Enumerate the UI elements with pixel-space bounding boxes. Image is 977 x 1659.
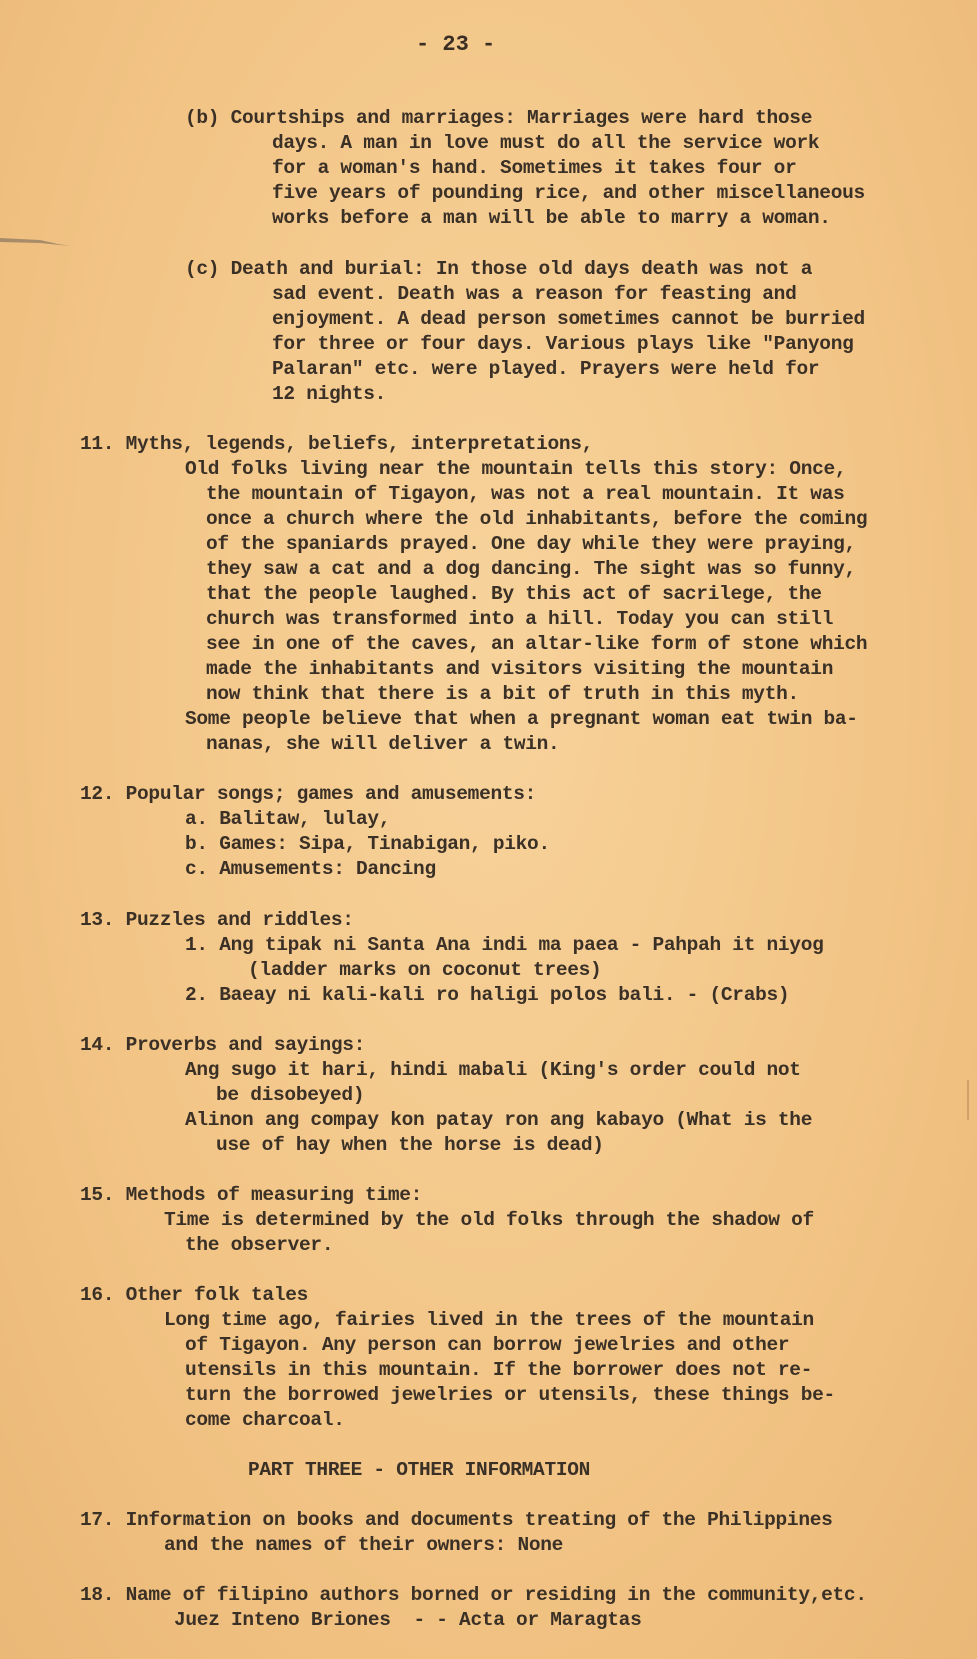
text-line: of the spaniards prayed. One day while they were praying,	[206, 533, 856, 555]
text-line: (ladder marks on coconut trees)	[248, 959, 602, 981]
text-line: nanas, she will deliver a twin.	[206, 733, 560, 755]
text-line: they saw a cat and a dog dancing. The sight was so funny,	[206, 558, 856, 580]
text-line: made the inhabitants and visitors visiting the mountain	[206, 658, 834, 680]
text-line: sad event. Death was a reason for feasting and	[272, 283, 797, 305]
text-line: for a woman's hand. Sometimes it takes four or	[272, 157, 797, 179]
text-line: now think that there is a bit of truth in this myth.	[206, 683, 799, 705]
text-line: 2. Baeay ni kali-kali ro haligi polos bali. - (Crabs)	[185, 984, 790, 1006]
text-line: Alinon ang compay kon patay ron ang kabayo (What is the	[185, 1109, 813, 1131]
text-line: use of hay when the horse is dead)	[216, 1134, 604, 1156]
text-line: b. Games: Sipa, Tinabigan, piko.	[185, 833, 550, 855]
text-line: (c) Death and burial: In those old days death was not a	[185, 258, 813, 280]
text-line: turn the borrowed jewelries or utensils, these things be-	[185, 1384, 835, 1406]
text-line: Long time ago, fairies lived in the trees of the mountain	[164, 1309, 814, 1331]
text-line: come charcoal.	[185, 1409, 345, 1431]
text-line: 17. Information on books and documents treating of the Philippines	[80, 1509, 833, 1531]
text-line: utensils in this mountain. If the borrower does not re-	[185, 1359, 813, 1381]
text-line: Palaran" etc. were played. Prayers were held for	[272, 358, 820, 380]
text-line: enjoyment. A dead person sometimes cannot be burried	[272, 308, 865, 330]
text-line: 12 nights.	[272, 383, 387, 405]
text-line: the observer.	[185, 1234, 334, 1256]
text-line: Old folks living near the mountain tells this story: Once,	[185, 458, 847, 480]
text-line: Time is determined by the old folks through the shadow of	[164, 1209, 814, 1231]
text-line: PART THREE - OTHER INFORMATION	[248, 1459, 591, 1481]
text-line: for three or four days. Various plays like "Panyong	[272, 333, 854, 355]
text-line: a. Balitaw, lulay,	[185, 808, 391, 830]
text-line: of Tigayon. Any person can borrow jewelries and other	[185, 1334, 790, 1356]
text-line: once a church where the old inhabitants, before the coming	[206, 508, 868, 530]
text-line: Ang sugo it hari, hindi mabali (King's order could not	[185, 1059, 801, 1081]
text-line: be disobeyed)	[216, 1084, 365, 1106]
text-line: 14. Proverbs and sayings:	[80, 1034, 366, 1056]
text-line: church was transformed into a hill. Today you can still	[206, 608, 834, 630]
text-line: 16. Other folk tales	[80, 1284, 309, 1306]
text-line: 18. Name of filipino authors borned or residing in the community,etc.	[80, 1584, 867, 1606]
paper-edge-tear	[0, 234, 70, 248]
text-line: Juez Inteno Briones - - Acta or Maragtas	[174, 1609, 642, 1631]
text-line: that the people laughed. By this act of sacrilege, the	[206, 583, 822, 605]
text-line: see in one of the caves, an altar-like form of stone which	[206, 633, 868, 655]
text-line: and the names of their owners: None	[164, 1534, 564, 1556]
text-line: 13. Puzzles and riddles:	[80, 909, 354, 931]
text-line: 12. Popular songs; games and amusements:	[80, 783, 537, 805]
page-number: - 23 -	[416, 32, 496, 57]
text-line: five years of pounding rice, and other miscellaneous	[272, 182, 865, 204]
text-line: 11. Myths, legends, beliefs, interpretations,	[80, 433, 594, 455]
text-line: 1. Ang tipak ni Santa Ana indi ma paea - Pahpah it niyog	[185, 934, 824, 956]
text-line: days. A man in love must do all the service work	[272, 132, 820, 154]
text-line: the mountain of Tigayon, was not a real mountain. It was	[206, 483, 845, 505]
text-line: Some people believe that when a pregnant woman eat twin ba-	[185, 708, 858, 730]
text-line: works before a man will be able to marry a woman.	[272, 207, 831, 229]
paper-crease-mark	[967, 1080, 969, 1120]
text-line: c. Amusements: Dancing	[185, 858, 436, 880]
text-line: (b) Courtships and marriages: Marriages were hard those	[185, 107, 813, 129]
text-line: 15. Methods of measuring time:	[80, 1184, 423, 1206]
